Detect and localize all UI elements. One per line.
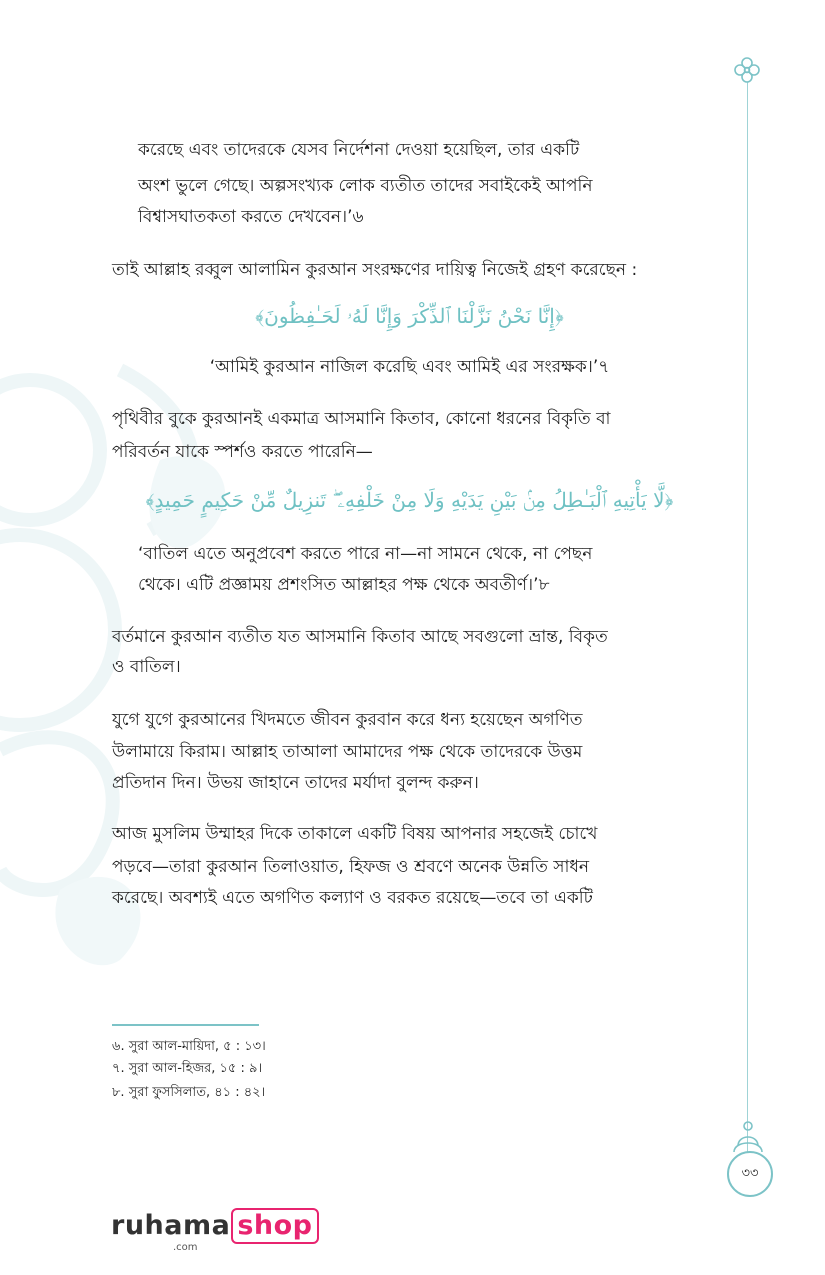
arabic-verse: ﴿إِنَّا نَحْنُ نَزَّلْنَا ٱلذِّكْرَ وَإِنَّا لَهُۥ لَحَـٰفِظُونَ﴾ xyxy=(255,304,564,328)
body-line: পৃথিবীর বুকে কুরআনই একমাত্র আসমানি কিতাব, কোনো ধরনের বিকৃতি বা xyxy=(112,409,611,429)
body-line: বর্তমানে কুরআন ব্যতীত যত আসমানি কিতাব আছে সবগুলো ভ্রান্ত, বিকৃত xyxy=(112,627,608,647)
logo-domain: .com xyxy=(173,1242,198,1253)
verse-translation: থেকে। এটি প্রজ্ঞাময় প্রশংসিত আল্লাহর পক্ষ থেকে অবতীর্ণ।’৮ xyxy=(138,575,550,595)
verse-translation: ‘আমিই কুরআন নাজিল করেছি এবং আমিই এর সংরক্ষক।’৭ xyxy=(209,357,610,377)
margin-rule xyxy=(747,82,748,1182)
body-line: পরিবর্তন যাকে স্পর্শও করতে পারেনি— xyxy=(112,442,373,462)
body-line: আজ মুসলিম উম্মাহর দিকে তাকালে একটি বিষয় আপনার সহজেই চোখে xyxy=(112,824,598,844)
logo-shop: shop xyxy=(231,1208,318,1244)
footnote-divider xyxy=(112,1024,259,1026)
footnote: ৬. সুরা আল-মায়িদা, ৫ : ১৩। xyxy=(112,1039,266,1054)
intro-paragraph: তাই আল্লাহ রব্বুল আলামিন কুরআন সংরক্ষণের দায়িত্ব নিজেই গ্রহণ করেছেন : xyxy=(112,260,638,280)
footnote: ৮. সুরা ফুসসিলাত, ৪১ : ৪২। xyxy=(112,1085,266,1100)
logo-text: ruhama xyxy=(111,1210,231,1241)
footnote: ৭. সুরা আল-হিজর, ১৫ : ৯। xyxy=(112,1061,263,1076)
arabic-verse: ﴿لَّا يَأْتِيهِ ٱلْبَـٰطِلُ مِنۢ بَيْنِ يَدَيْهِ وَلَا مِنْ خَلْفِهِۦ ۖ تَنزِيلٌ مِّنْ حَكِيمٍ حَمِيدٍ﴾ xyxy=(145,488,674,512)
flourish-icon xyxy=(732,55,762,85)
quote-line: বিশ্বাসঘাতকতা করতে দেখবেন।’৬ xyxy=(138,207,364,227)
body-line: ও বাতিল। xyxy=(112,657,181,677)
page-number: ৩৩ xyxy=(727,1151,773,1197)
body-line: পড়বে—তারা কুরআন তিলাওয়াত, হিফজ ও শ্রবণে অনেক উন্নতি সাধন xyxy=(112,857,590,877)
quote-line: করেছে এবং তাদেরকে যেসব নির্দেশনা দেওয়া হয়েছিল, তার একটি xyxy=(138,140,580,160)
body-line: যুগে যুগে কুরআনের খিদমতে জীবন কুরবান করে ধন্য হয়েছেন অগণিত xyxy=(112,710,583,730)
body-line: করেছে। অবশ্যই এতে অগণিত কল্যাণ ও বরকত রয়েছে—তবে তা একটি xyxy=(112,888,593,908)
ruhamashop-logo xyxy=(111,1208,319,1258)
quote-line: অংশ ভুলে গেছে। অল্পসংখ্যক লোক ব্যতীত তাদের সবাইকেই আপনি xyxy=(138,176,593,196)
body-line: উলামায়ে কিরাম। আল্লাহ তাআলা আমাদের পক্ষ থেকে তাদেরকে উত্তম xyxy=(112,742,583,762)
body-line: প্রতিদান দিন। উভয় জাহানে তাদের মর্যাদা বুলন্দ করুন। xyxy=(112,773,479,793)
verse-translation: ‘বাতিল এতে অনুপ্রবেশ করতে পারে না—না সামনে থেকে, না পেছন xyxy=(138,544,593,564)
